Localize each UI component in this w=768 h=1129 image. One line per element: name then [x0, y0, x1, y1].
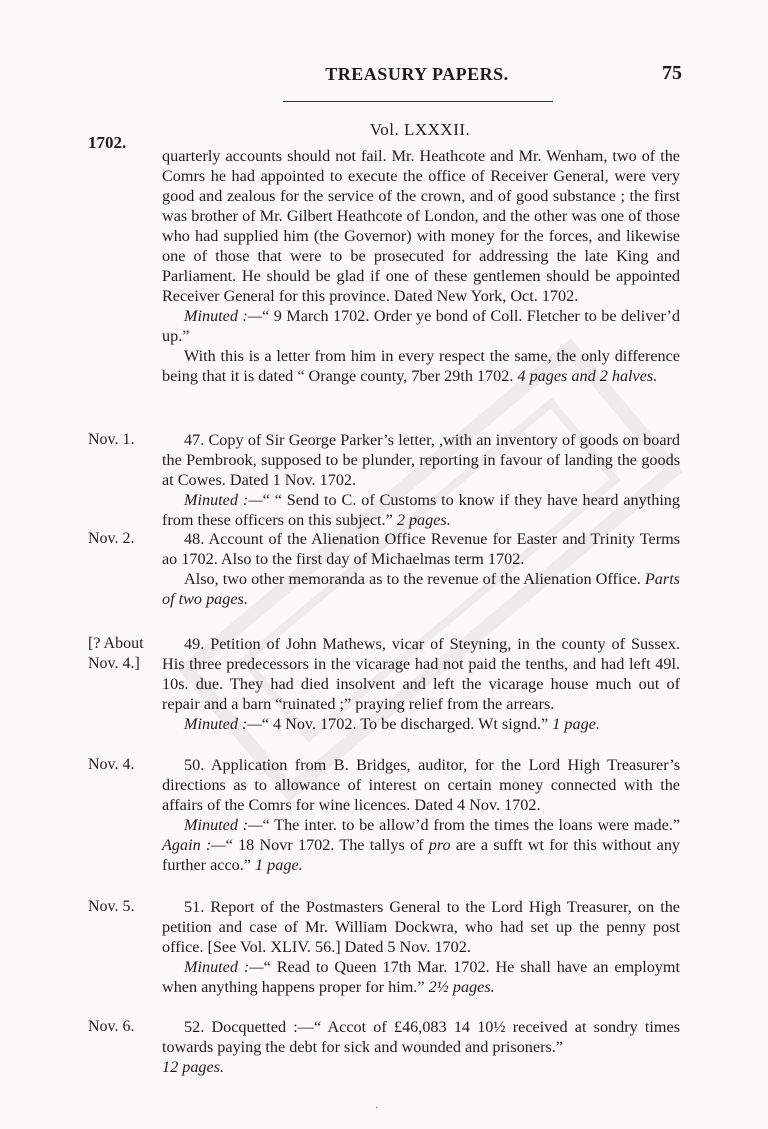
year-margin: 1702. — [88, 133, 127, 152]
footer-mark: · — [375, 1103, 379, 1114]
again-label: Again :— — [162, 836, 226, 854]
minuted-text: “ “ Send to C. of Customs to know if they have heard anything from these officers on this subject.” — [162, 491, 680, 529]
entry-50 — [162, 755, 680, 875]
entry-49 — [162, 634, 680, 734]
pages-note: 2½ pages. — [428, 978, 495, 996]
minuted-text: “ 9 March 1702. Order ye bond of Coll. Fletcher to be deliver’d up.” — [162, 307, 681, 345]
entry-date: Nov. 6. — [88, 1018, 135, 1035]
again-pro: pro — [428, 836, 451, 854]
pages-note: 1 page. — [255, 856, 303, 874]
continuation-minuted — [162, 306, 680, 346]
entry-minuted — [162, 957, 680, 997]
entry-minuted — [162, 815, 680, 875]
entry-48 — [162, 529, 680, 609]
entry-minuted — [162, 490, 680, 530]
entry-date: Nov. 1. — [88, 431, 135, 448]
volume-heading: Vol. LXXXII. — [369, 120, 471, 139]
pages-note: Parts of two pages. — [162, 570, 680, 608]
minuted-label: Minuted :— — [184, 491, 263, 509]
minuted-text: “ 4 Nov. 1702. To be discharged. Wt signd.” — [261, 715, 549, 733]
header-rule — [283, 101, 553, 102]
entry-text: 51. Report of the Postmasters General to the Lord High Treasurer, on the petition and case of Mr. William Dockwra, who had set up the penny post office. [See Vol. XLIV. 56.] Dated 5 Nov. 1702. — [162, 898, 680, 956]
page-number: 75 — [662, 62, 682, 84]
minuted-label: Minuted :— — [184, 816, 263, 834]
also-text: Also, two other memoranda as to the revenue of the Alienation Office. — [184, 570, 641, 588]
entry-51 — [162, 897, 680, 997]
again-text: “ 18 Novr 1702. The tallys of — [225, 836, 424, 854]
continuation-with — [162, 346, 680, 386]
entry-minuted — [162, 714, 680, 734]
minuted-text: “ Read to Queen 17th Mar. 1702. He shall have an employmt when anything happens proper for him.” — [162, 958, 680, 996]
entry-text: 48. Account of the Alienation Office Revenue for Easter and Trinity Terms ao 1702. Also to the first day of Michaelmas term 1702. — [162, 530, 680, 568]
continuation-text: quarterly accounts should not fail. Mr. Heathcote and Mr. Wenham, two of the Comrs he had appointed to execute the office of Receiver General, were very good and zealous for the service of the crown, and of good substance ; the first was brother of Mr. Gilbert Heathcote of London, and the other was one of those who had supplied him (the Governor) with money for the forces, and likewise one of those that were to be prosecuted for addressing the late King and Parliament. He should be glad if one of these gentlemen should be appointed Receiver General for this province. Dated New York, Oct. 1702. — [162, 147, 680, 305]
entry-date: Nov. 2. — [88, 530, 135, 547]
entry-52 — [162, 1017, 680, 1077]
entry-date: Nov. 5. — [88, 898, 135, 915]
pages-note: 12 pages. — [162, 1058, 225, 1076]
minuted-label: Minuted :— — [184, 307, 263, 325]
pages-note: 2 pages. — [396, 511, 451, 529]
entry-date: [? About Nov. 4.] — [88, 635, 144, 672]
pages-note: 4 pages and 2 halves. — [517, 367, 658, 385]
entry-text: 50. Application from B. Bridges, auditor, for the Lord High Treasurer’s directions as to allowance of interest on certain money connected with the affairs of the Comrs for wine licences. Dated 4 Nov. 1702. — [162, 756, 680, 814]
running-title: TREASURY PAPERS. — [325, 64, 509, 84]
pages-note: 1 page. — [552, 715, 600, 733]
with-text: With this is a letter from him in every respect the same, the only difference being that it is dated “ Orange county, 7ber 29th 1702. — [162, 347, 680, 385]
again-rest: are a sufft wt for this without any further acco.” — [162, 836, 681, 874]
entry-date: Nov. 4. — [88, 756, 135, 773]
minuted-text: “ The inter. to be allow’d from the times the loans were made.” — [262, 816, 681, 834]
minuted-label: Minuted :— — [184, 715, 262, 733]
minuted-label: Minuted :— — [184, 958, 264, 976]
continuation-block — [162, 146, 680, 386]
running-head — [0, 62, 768, 92]
entry-text: 47. Copy of Sir George Parker’s letter, ,with an inventory of goods on board the Pembrook, supposed to be plunder, reporting in favour of landing the goods at Cowes. Dated 1 Nov. 1702. — [162, 431, 680, 489]
entry-47 — [162, 430, 680, 530]
entry-text: 52. Docquetted :—“ Accot of £46,083 14 10½ received at sondry times towards paying the debt for sick and wounded and prisoners.” — [162, 1018, 680, 1056]
entry-pages — [162, 1057, 680, 1077]
entry-also — [162, 569, 680, 609]
entry-text: 49. Petition of John Mathews, vicar of Steyning, in the county of Sussex. His three predecessors in the vicarage had not paid the tenths, and had left 49l. 10s. due. They had died insolvent and left the vicarage house much out of repair and a barn “ruinated ;” praying relief from the arrears. — [162, 635, 680, 713]
